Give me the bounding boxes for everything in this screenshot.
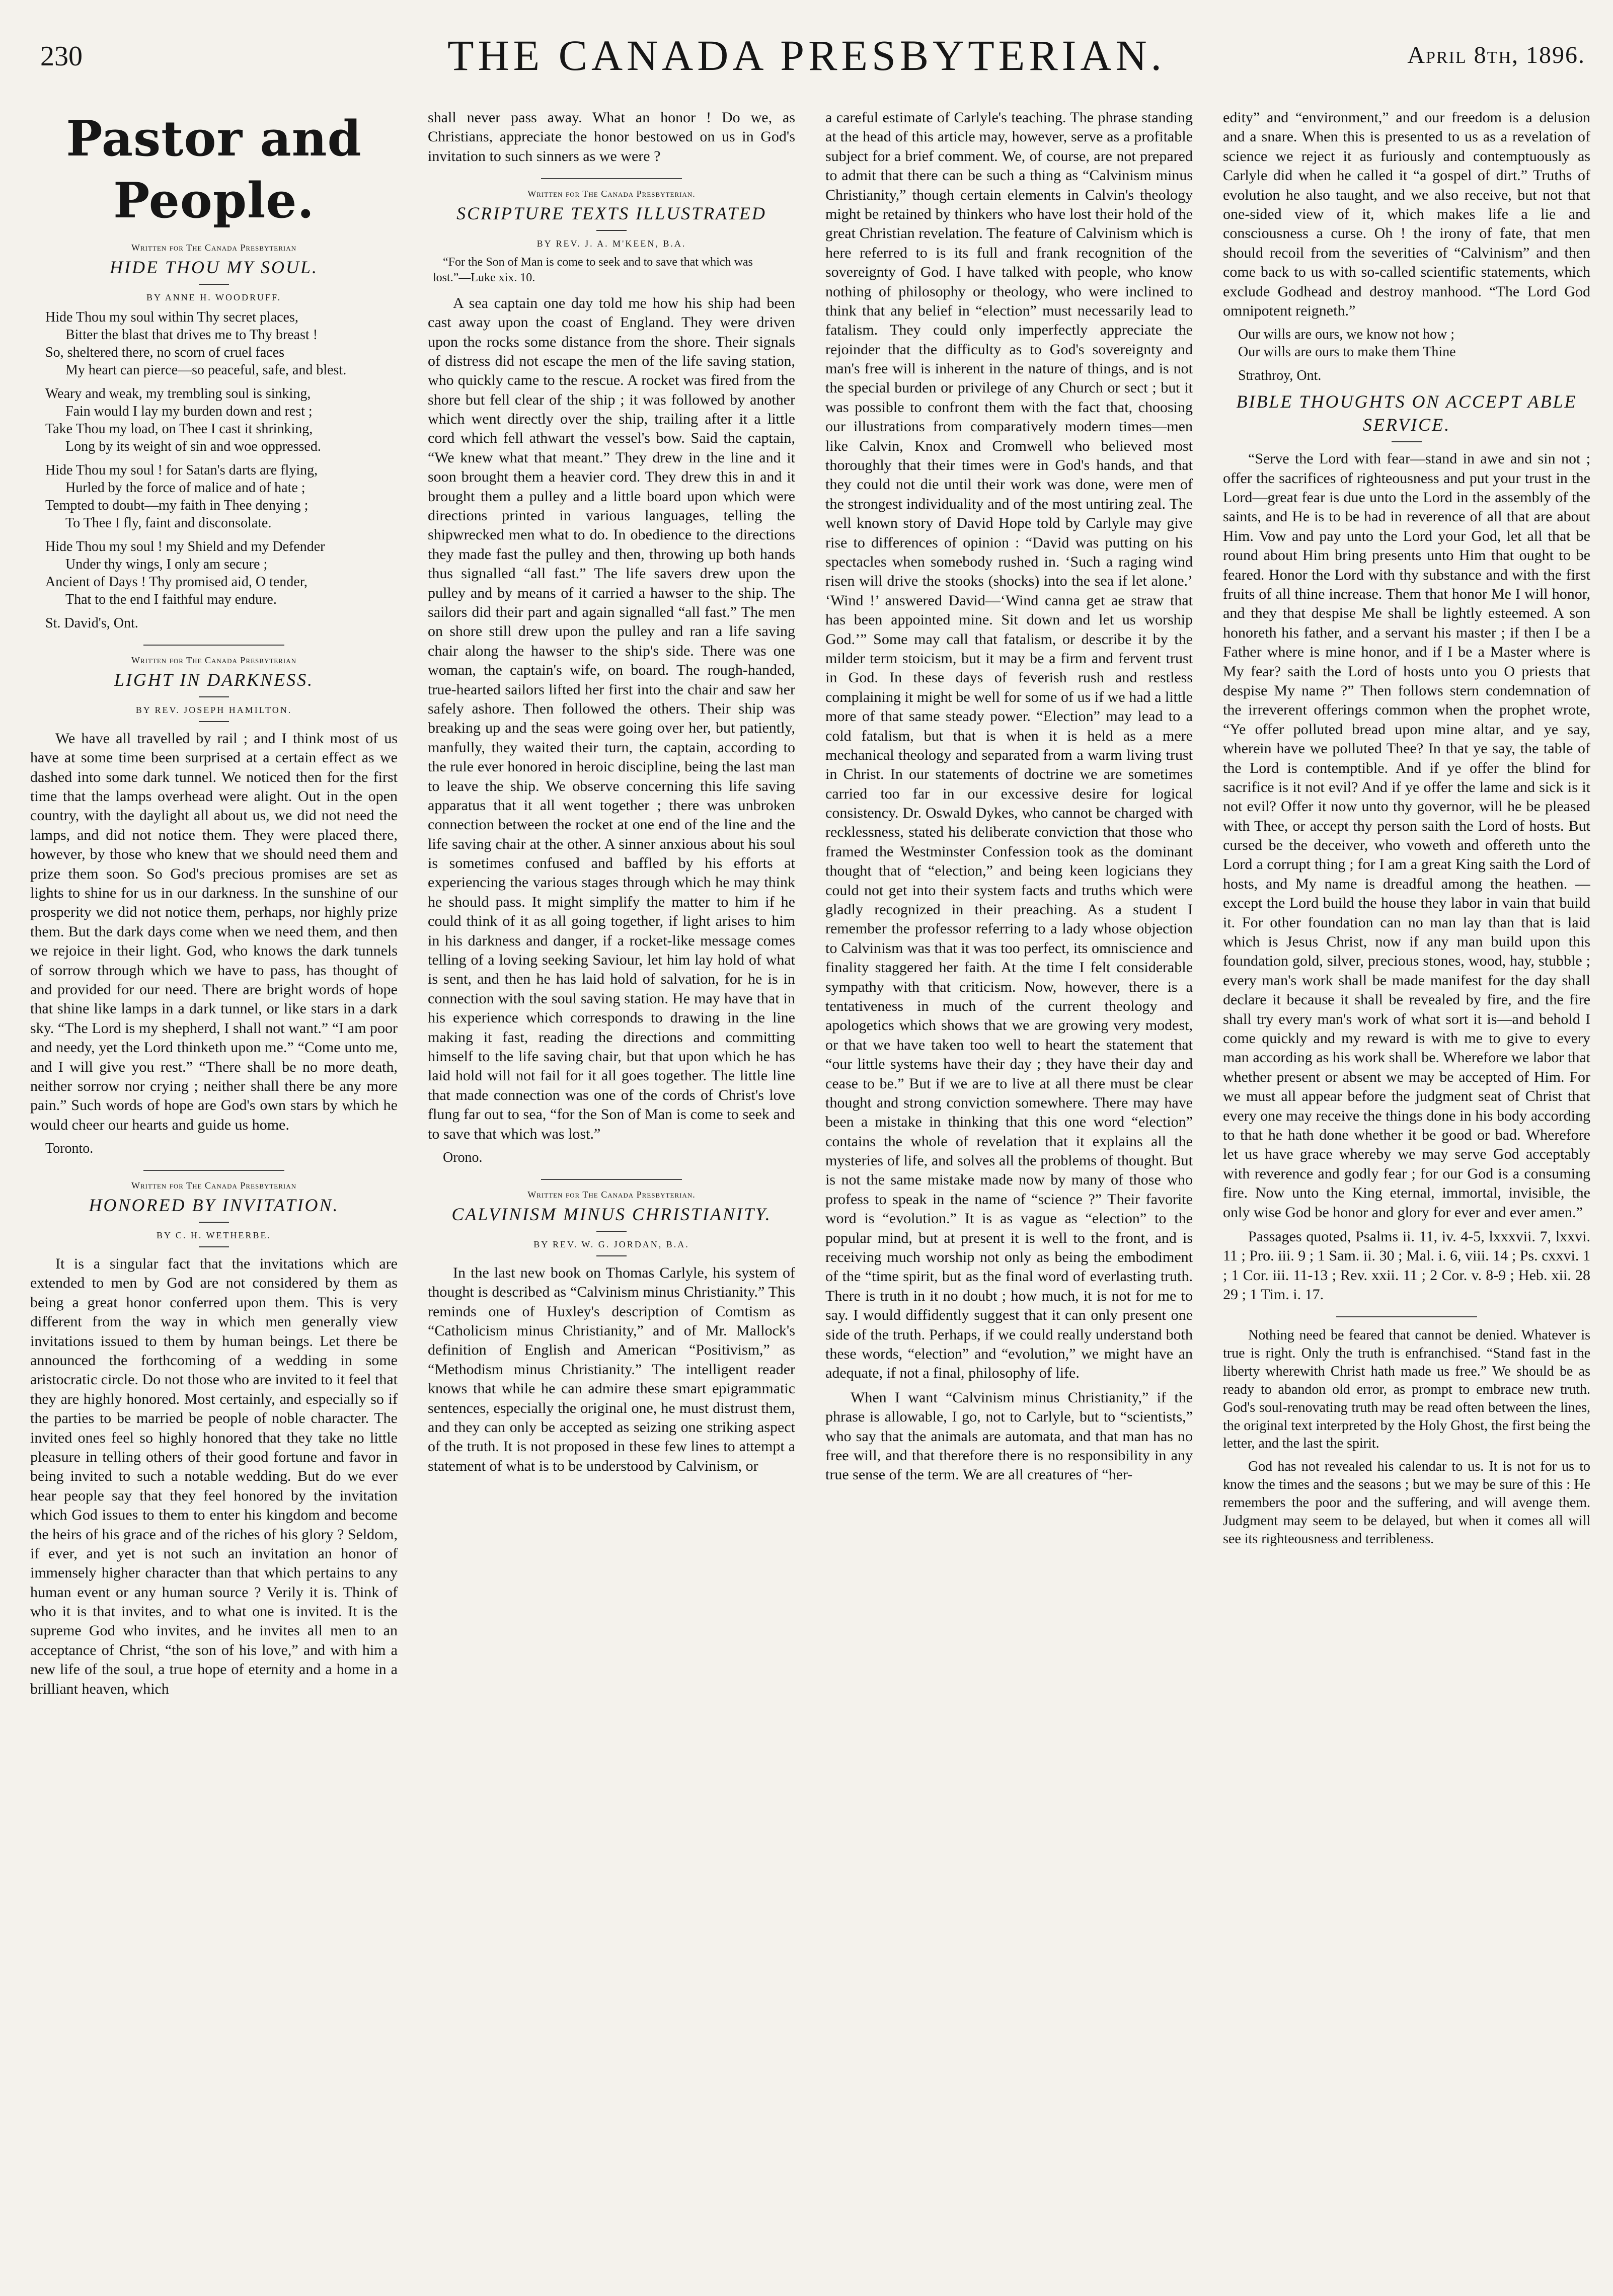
separator xyxy=(541,1179,682,1180)
masthead: THE CANADA PRESBYTERIAN. xyxy=(447,31,1166,80)
poem-line: Under thy wings, I only am secure ; xyxy=(65,556,268,572)
section-heading: Pastor and People. xyxy=(66,110,362,229)
divider xyxy=(199,1246,229,1247)
divider xyxy=(199,1222,229,1223)
poem-line: Hide Thou my soul ! my Shield and my Defender xyxy=(45,538,325,555)
credit-line: Written for The Canada Presbyterian. xyxy=(527,189,696,199)
poem-line: Ancient of Days ! Thy promised aid, O tender, xyxy=(45,574,308,590)
article-paragraph: We have all travelled by rail ; and I think most of us have at some time been surprised at a certain effect as we dashed into some dark tunnel. We noticed then for the first time that the lamps overhead were alight. Out in the open country, with the daylight all about us, we did not need the lamps, and did not notice them. They were placed there, however, by those who knew that we should need them and prize them soon. So God's precious promises are set as lights to shine for us in our darkness. In the sunshine of our prosperity we did not notice them, perhaps, nor highly prize them. But the dark days come when we need them, and then we rejoice in their light. God, who knows the dark tunnels of sorrow through which we have to pass, has thought of and provided for our need. There are bright words of hope that shine like lamps in a dark tunnel, or like stars in a dark sky. “The Lord is my shepherd, I shall not want.” “I am poor and needy, yet the Lord thinketh upon me.” “Come unto me, and I will give you rest.” “There shall be no more death, neither sorrow nor crying ; neither shall there be any more pain.” Such words of hope are God's own stars by which he would cheer our hearts and guide us home. xyxy=(30,730,398,1133)
credit-line: Written for The Canada Presbyterian. xyxy=(527,1189,696,1200)
article-paragraph: Passages quoted, Psalms ii. 11, iv. 4-5, lxxxvii. 7, lxxvi. 11 ; Pro. iii. 9 ; 1 Sam. ii. 30 ; Mal. i. 6, viii. 14 ; Ps. cxxvi. 1 ; 1 Cor. iii. 11-13 ; Rev. xxii. 11 ; 2 Cor. v. 8-9 ; Heb. xii. 28 29 ; 1 Tim. i. 17. xyxy=(1223,1228,1590,1303)
poem-line: Hide Thou my soul within Thy secret places, xyxy=(45,309,298,325)
poem-verse xyxy=(45,385,398,455)
poem-verse xyxy=(1238,326,1590,361)
dateline: Toronto. xyxy=(45,1141,94,1157)
article-title: BIBLE THOUGHTS ON ACCEPT ABLE SERVICE. xyxy=(1236,391,1577,435)
divider xyxy=(596,1255,627,1256)
article-columns xyxy=(30,108,1588,2262)
credit-line: Written for The Canada Presbyterian xyxy=(131,242,296,253)
poem-line: Our wills are ours, we know not how ; xyxy=(1238,327,1455,343)
credit-line: Written for The Canada Presbyterian xyxy=(131,655,296,665)
poem-line: Hurled by the force of malice and of hate ; xyxy=(65,480,305,496)
article-paragraph: In the last new book on Thomas Carlyle, his system of thought is described as “Calvinism minus Christianity.” This reminds one of Huxley's description of Comtism as “Catholicism minus Christianity,” and of Mr. Mallock's definition of English and American “Positivism,” as “Methodism minus Christianity.” The intelligent reader knows that while he can admire these smart epigrammatic sentences, especially the original one, he must distrust them, and they can only be accepted as seizing one striking aspect of the truth. It is not proposed in these few lines to attempt a statement of what is to be understood by Calvinism, or xyxy=(428,1264,795,1474)
poem-line: Take Thou my load, on Thee I cast it shrinking, xyxy=(45,421,313,437)
article-paragraph: God has not revealed his calendar to us. It is not for us to know the times and the seasons ; but we may be sure of this : He remembers the poor and the suffering, and will avenge them. Judgment may seem to be delayed, but when it comes all will see its righteousness and terribleness. xyxy=(1223,1459,1590,1547)
divider xyxy=(1392,441,1422,442)
article-paragraph: A sea captain one day told me how his ship had been cast away upon the coast of England. They were driven upon the rocks some distance from the shore. Their signals of distress did not escape the men of the life saving station, who quickly came to the rescue. A rocket was fired from the shore but fell clear of the ship ; it was followed by another which went directly over the ship, trailing after it a little cord which fell athwart the vessel's bow. Said the captain, “We knew what that meant.” They drew in the line and it soon brought them a heavier cord. They drew this in and it brought them a pulley and a little board upon which were directions printed in various languages, telling the shipwrecked men what to do. In obedience to the directions they made fast the pulley and then, throwing up both hands thus signalled “all fast.” The life savers drew upon the pulley and by means of it carried a hawser to the ship. The sailors did their part and again signalled “all fast.” The men on shore still drew upon the pulley and ran a life saving chair along the hawser to the ship's side. There was one woman, the captain's wife, on board. The rough-handed, true-hearted sailors lifted her first into the chair and saw her safely ashore. Then followed the others. Their ship was breaking up and the seas were going over her, but patiently, manfully, they waited their turn, the captain, according to the rule ever honored in heroic discipline, being the last man to leave the ship. We observe concerning this life saving apparatus that it all went together ; there was unbroken connection between the rocket at one end of the line and the life saving chair at the other. A sinner anxious about his soul is sometimes confused and baffled by his efforts at experiencing the various stages through which he may think he should pass. It might simplify the matter to him if he could think of it as all going together, if light arises to him in his darkness and danger, if a rocket-like message comes telling of a loving seeking Saviour, let him lay hold of what is sent, and then he has laid hold of salvation, for he is in connection with the soul saving station. He may have that in his experience which corresponds to drawing in the line making it fast, reading the directions and committing himself to the life saving chair, but that upon which he has laid hold will not fail for it all goes together. The little line that made connection was one of the cords of Christ's love flung far out to sea, “for the Son of Man is come to seek and to save that which was lost.” xyxy=(428,294,795,1142)
article-paragraph: It is a singular fact that the invitations which are extended to men by God are not considered by them as being a great honor conferred upon them. This is very different from the way in which men generally view invitations issued to them by human beings. Let there be announced the forthcoming of a wedding in some aristocratic circle. Do not those who are invited to it feel that they are highly honored. Most certainly, and especially so if the parties to be married be people of noble character. The invited ones feel so highly honored that they take no little pleasure in telling others of their good fortune and favor in being invited to such a notable wedding. But do we ever hear people say that they feel honored by the invitation which God issues to them to enter his kingdom and become the heirs of his grace and of the riches of his glory ? Seldom, if ever, and yet is not such an invitation an honor of immensely higher character than that which pertains to any human event or any human source ? Verily it is. Think of who it is that invites, and to what one is invited. It is the supreme God who invites, and he invites all men to an acceptance of Christ, “the son of his love,” and with him a new life of the soul, a true hope of eternity and a home in a brilliant heaven, which xyxy=(30,1255,398,1697)
byline: BY C. H. WETHERBE. xyxy=(157,1230,271,1240)
separator xyxy=(1336,1316,1477,1317)
divider xyxy=(596,1231,627,1232)
poem-verse xyxy=(45,538,398,608)
page-header xyxy=(0,30,1613,86)
column-3 xyxy=(825,108,1193,2262)
byline: BY REV. J. A. M'KEEN, B.A. xyxy=(536,239,686,249)
byline: BY REV. W. G. JORDAN, B.A. xyxy=(533,1239,689,1249)
poem-line: Long by its weight of sin and woe oppressed. xyxy=(65,438,321,454)
article-title: HONORED BY INVITATION. xyxy=(89,1195,339,1215)
credit-line: Written for The Canada Presbyterian xyxy=(131,1180,296,1191)
column-4 xyxy=(1223,108,1590,2262)
article-paragraph: a careful estimate of Carlyle's teaching. The phrase standing at the head of this article may, however, serve as a profitable subject for a brief comment. We, of course, are not prepared to admit that there can be such a thing as “Calvinism minus Christianity,” though certain elements in Calvin's theology might be retained by thinkers who have lost their hold of the great Christian revelation. The feature of Calvinism which is here referred to is its full and frank recognition of the sovereignty of God. I have talked with people, who know nothing of philosophy or theology, who were inclined to think that any belief in “election” must necessarily lead to fatalism. They could only imperfectly appreciate the rejoinder that the difficulty as to God's sovereignty and man's free will is inherent in the nature of things, and is not the special burden or privilege of any Church or sect ; but it was possible to confront them with the fact that, choosing our illustrations from comparatively modern times—men like Calvin, Knox and Cromwell who believed most thoroughly that their times were in God's hands, and that they could not die until their work was done, were men of the strongest individuality and of the most untiring zeal. The well known story of David Hope told by Carlyle may give rise to differences of opinion : “David was putting on his spectacles when somebody rushed in. ‘Such a raging wind risen will drive the stooks (shocks) into the sea if let alone.’ ‘Wind !’ answered David—‘Wind canna get ae straw that has been appointed mine. Sit down and let us worship God.’” Some may call that fatalism, or describe it by the milder term stoicism, but it may be a firm and fervent trust in God. In these days of feverish rush and restless complaining it might be well for some of us if we had a little more of that same steady power. “Election” may lead to a cold fatalism, but that is when it is held as a mere mechanical theology and separated from a warm living trust in Christ. In our statements of doctrine we are sometimes carried too far in our excessive desire for logical consistency. Dr. Oswald Dykes, who cannot be charged with recklessness, stated his deliberate conviction that those who framed the Westminster Confession took as the dominant thought that of “election,” and being keen logicians they could not get into their system facts and truths which were gladly recognized in their preaching. As a student I remember the professor referring to a lady whose objection to Calvinism was that it was too perfect, its omniscience and finality staggered her faith. At the time I felt considerable sympathy with that criticism. Now, however, there is a tentativeness in much of the current theology and apologetics which shows that we are growing very modest, or that we have taken too well to heart the statement that “our little systems have their day ; they have their day and cease to be.” But if we are to live at all there must be clear thought and strong conviction somewhere. There may have been a mistake in thinking that this one word “election” contains the whole of revelation that it explains all the mysteries of life, and solves all the problems of thought. But is not the same mistake made now by many of those who profess to speak in the name of “science ?” Their favorite word is “evolution.” It is as vague as “election” to the popular mind, but at present it is well to the front, and is receiving much worship not only as being the embodiment of the “time spirit, but as the final word of everlasting truth. There is truth in it no doubt ; how much, it is not for me to say. I would diffidently suggest that it can only present one side of the truth. Perhaps, if we could really understand both these words, “election” and “evolution,” we might have an adequate, if not a final, philosophy of life. xyxy=(825,109,1193,1382)
column-2 xyxy=(428,108,795,2262)
article-title: CALVINISM MINUS CHRISTIANITY. xyxy=(451,1204,772,1224)
byline: BY ANNE H. WOODRUFF. xyxy=(146,292,282,302)
article-paragraph: edity” and “environment,” and our freedom is a delusion and a snare. When this is presented to us as a revelation of science we reject it as furiously and contemptuously as Carlyle did when he called it “a gospel of dirt.” Truths of evolution he also taught, and we also receive, but not that one-sided view of it, which makes life a lie and consciousness a curse. Oh ! the irony of fate, that men should recoil from the severities of “Calvinism” and then come back to us with so-called scientific statements, which exclude Godhead and destroy manhood. “The Lord God omnipotent reigneth.” xyxy=(1223,109,1590,319)
article-paragraph: Nothing need be feared that cannot be denied. Whatever is true is right. Only the truth is enfranchised. “Stand fast in the liberty wherewith Christ hath made us free.” We should be as ready to abandon old error, as prompt to embrace new truth. God's soul-renovating truth may be read often between the lines, the original text interpreted by the Holy Ghost, the first being the letter, and the last the spirit. xyxy=(1223,1327,1590,1452)
column-1 xyxy=(30,108,398,2262)
poem-line: Our wills are ours to make them Thine xyxy=(1238,344,1456,360)
divider xyxy=(199,696,229,697)
article-title: SCRIPTURE TEXTS ILLUSTRATED xyxy=(456,203,766,224)
poem-line: My heart can pierce—so peaceful, safe, and blest. xyxy=(65,362,347,378)
poem-title: HIDE THOU MY SOUL. xyxy=(109,257,319,277)
divider xyxy=(199,721,229,722)
poem-verse xyxy=(45,461,398,532)
separator xyxy=(143,1170,284,1171)
poem-line: Fain would I lay my burden down and rest ; xyxy=(65,403,313,419)
poem-line: To Thee I fly, faint and disconsolate. xyxy=(65,515,272,531)
epigraph-quote: “For the Son of Man is come to seek and to save that which was lost.”—Luke xix. 10. xyxy=(433,256,753,285)
dateline: Strathroy, Ont. xyxy=(1238,368,1322,384)
byline: BY REV. JOSEPH HAMILTON. xyxy=(135,704,292,715)
poem-line: So, sheltered there, no scorn of cruel faces xyxy=(45,344,285,360)
poem-line: Tempted to doubt—my faith in Thee denying ; xyxy=(45,497,309,513)
divider xyxy=(199,284,229,285)
poem-line: That to the end I faithful may endure. xyxy=(65,591,277,607)
article-paragraph: When I want “Calvinism minus Christianity,” if the phrase is allowable, I go, not to Carlyle, but to “scientists,” who say that the animals are automata, and that man has no free will, and that therefore there is no responsibility in any true sense of the term. We are all creatures of “her- xyxy=(825,1389,1193,1483)
article-paragraph: “Serve the Lord with fear—stand in awe and sin not ; offer the sacrifices of righteousness and put your trust in the Lord—great fear is due unto the Lord in the assembly of the saints, and He is to be had in reverence of all that are about Him. Vow and pay unto the Lord your God, let all that be round about Him bring presents unto Him that ought to be feared. Honor the Lord with thy substance and with the first fruits of all thine increase. Them that honor Me I will honor, and they that despise Me shall be lightly esteemed. A son honoreth his father, and a servant his master ; if then I be a Father where is mine honor, and if I be a Master where is My fear? saith the Lord of hosts unto you O priests that despise My name ?” Then follows stern condemnation of the irreverent offerings common when the prophet wrote, “Ye offer polluted bread upon mine altar, and ye say, wherein have we polluted Thee? In that ye say, the table of the Lord is contemptible. And if ye offer the blind for sacrifice is it not evil? And if ye offer the lame and sick is it not evil? Offer it now unto thy governor, will he be pleased with Thee, or accept thy person saith the Lord of hosts. But cursed be the deceiver, who voweth and offereth unto the Lord a corrupt thing ; for I am a great King saith the Lord of hosts, and My name is dreadful among the heathen. —except the Lord build the house they labor in vain that build it. For other foundation can no man lay than that is laid which is Jesus Christ, now if any man build upon this foundation gold, silver, precious stones, wood, hay, stubble ; every man's work shall be made manifest for the day shall declare it because it shall be revealed by fire, and the fire shall try every man's work of what sort it is—and behold I come quickly and my reward is with me to give to every man according as his work shall be. Wherefore we labor that whether present or absent we may be accepted of Him. For we must all appear before the judgment seat of Christ that every one may receive the things done in his body according to that he hath done whether it be good or bad. Wherefore let us have grace whereby we may serve God acceptably with reverence and godly fear ; for our God is a consuming fire. Now unto the King eternal, immortal, invisible, the only wise God be honor and glory for ever and ever amen.” xyxy=(1223,450,1590,1221)
divider xyxy=(596,230,627,231)
dateline: Orono. xyxy=(443,1149,483,1165)
separator xyxy=(143,645,284,646)
issue-date: April 8th, 1896. xyxy=(1407,42,1585,68)
poem-line: Weary and weak, my trembling soul is sinking, xyxy=(45,385,311,402)
separator xyxy=(541,178,682,179)
article-title: LIGHT IN DARKNESS. xyxy=(114,669,314,690)
article-paragraph: shall never pass away. What an honor ! Do we, as Christians, appreciate the honor bestowed on us in God's invitation to such sinners as we were ? xyxy=(428,109,795,165)
dateline: St. David's, Ont. xyxy=(45,615,138,631)
poem-line: Hide Thou my soul ! for Satan's darts are flying, xyxy=(45,462,318,478)
page-number: 230 xyxy=(40,41,83,72)
poem-verse xyxy=(45,308,398,379)
poem-line: Bitter the blast that drives me to Thy breast ! xyxy=(65,327,318,343)
